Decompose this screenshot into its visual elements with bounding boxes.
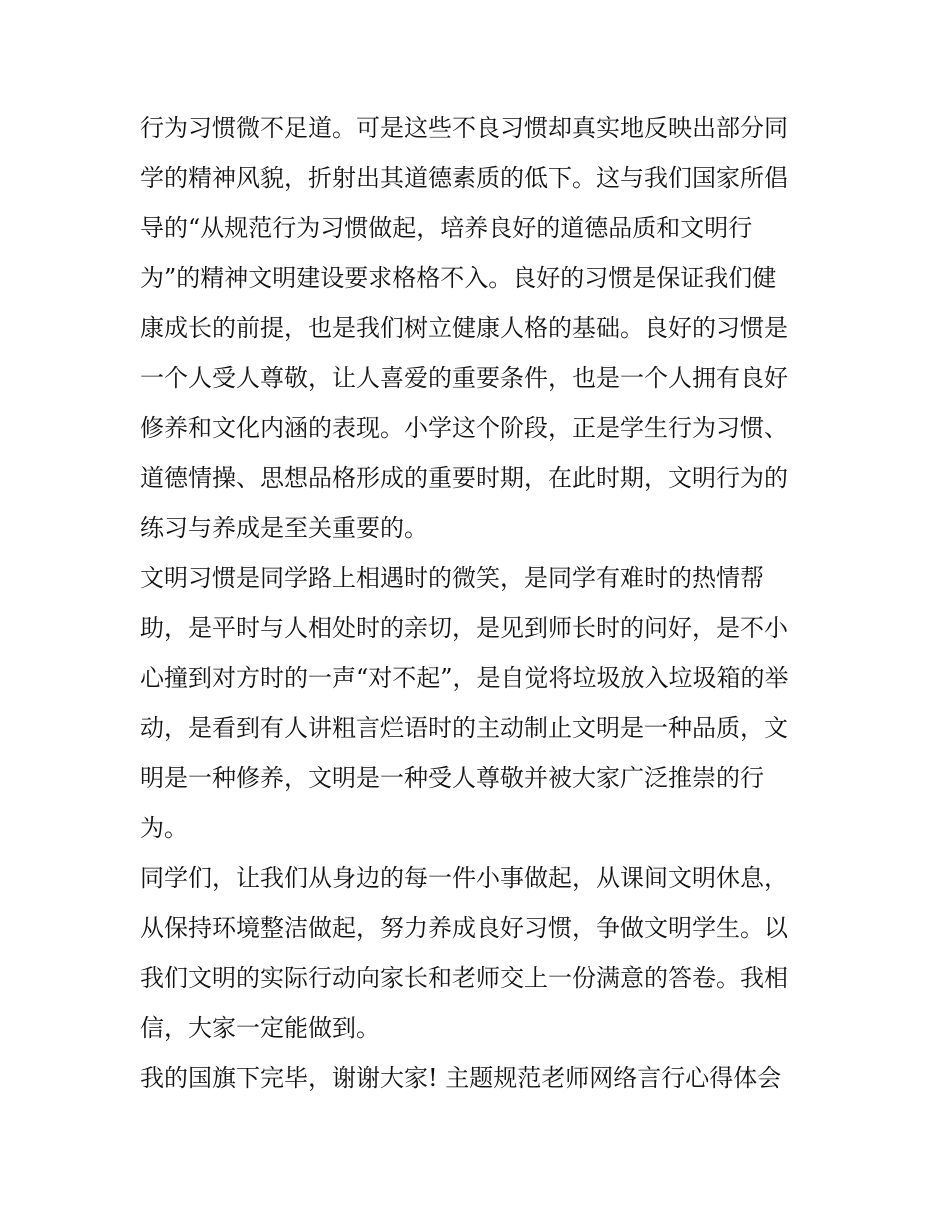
- text-line: 一个人受人尊敬，让人喜爱的重要条件，也是一个人拥有良好: [140, 364, 788, 392]
- text-line: 从保持环境整洁做起，努力养成良好习惯，争做文明学生。以: [140, 914, 788, 942]
- text-line: 练习与养成是至关重要的。: [140, 514, 428, 542]
- text-line: 为”的精神文明建设要求格格不入。良好的习惯是保证我们健: [140, 264, 777, 292]
- text-line: 我的国旗下完毕，谢谢大家! 主题规范老师网络言行心得体会: [140, 1064, 782, 1092]
- text-line: 信，大家一定能做到。: [140, 1014, 380, 1042]
- text-line: 明是一种修养，文明是一种受人尊敬并被大家广泛推崇的行: [140, 764, 764, 792]
- text-line: 学的精神风貌，折射出其道德素质的低下。这与我们国家所倡: [140, 164, 788, 192]
- text-line: 道德情操、思想品格形成的重要时期，在此时期，文明行为的: [140, 464, 788, 492]
- text-line: 康成长的前提，也是我们树立健康人格的基础。良好的习惯是: [140, 314, 788, 342]
- text-line: 为。: [140, 814, 188, 842]
- text-line: 同学们，让我们从身边的每一件小事做起，从课间文明休息，: [140, 864, 788, 892]
- document-body: [140, 103, 820, 1103]
- text-line: 行为习惯微不足道。可是这些不良习惯却真实地反映出部分同: [140, 114, 788, 142]
- text-line: 导的“从规范行为习惯做起，培养良好的道德品质和文明行: [140, 214, 753, 242]
- text-line: 助，是平时与人相处时的亲切，是见到师长时的问好，是不小: [140, 614, 788, 642]
- text-line: 修养和文化内涵的表现。小学这个阶段，正是学生行为习惯、: [140, 414, 788, 442]
- text-line: 我们文明的实际行动向家长和老师交上一份满意的答卷。我相: [140, 964, 788, 992]
- text-line: 心撞到对方时的一声“对不起”，是自觉将垃圾放入垃圾箱的举: [140, 664, 789, 692]
- text-line: 动，是看到有人讲粗言烂语时的主动制止文明是一种品质，文: [140, 714, 788, 742]
- text-line: 文明习惯是同学路上相遇时的微笑，是同学有难时的热情帮: [140, 564, 764, 592]
